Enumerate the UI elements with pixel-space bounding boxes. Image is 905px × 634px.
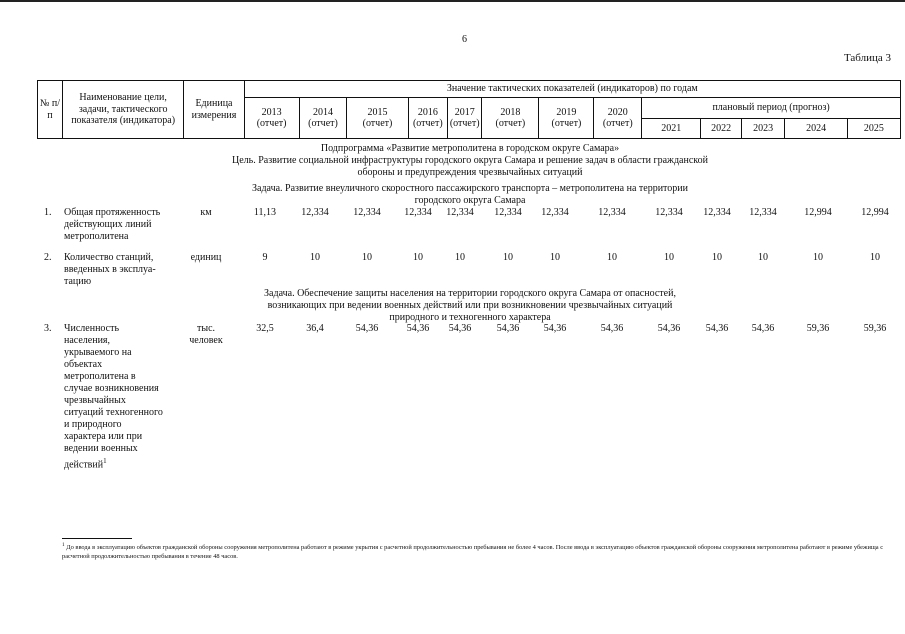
value-cell: 12,334 <box>353 207 381 218</box>
header-year-2020: 2020 (отчет) <box>594 98 642 139</box>
footnote-text: До ввода в эксплуатацию объектов гражданской обороны сооружения метрополитена работают в режиме укрытия с расчетной продолжительностью пребывания не более 4 часов. После ввода в эксплуатацию объектов гражданской обороны сооружения метрополитена работают в режиме убежища с расчетной продолжительностью пребывания в течение 48 часов. <box>62 544 884 561</box>
goal-line-2: обороны и предупреждения чрезвычайных ситуаций <box>357 167 583 178</box>
header-year-2016: 2016 (отчет) <box>408 98 447 139</box>
header-year-2018: 2018 (отчет) <box>482 98 539 139</box>
top-border <box>0 0 905 2</box>
value-cell: 10 <box>503 252 513 263</box>
header-name: Наименование цели, задачи, тактического показателя (индикатора) <box>62 81 183 139</box>
value-cell: 54,36 <box>705 323 729 334</box>
table-label: Таблица 3 <box>843 52 891 64</box>
value-cell: 10 <box>712 252 722 263</box>
page-number: 6 <box>462 34 467 45</box>
table-header <box>37 80 901 139</box>
task2-line-2: возникающих при ведении военных действий или при возникновении чрезвычайных ситуаций <box>267 300 673 311</box>
value-cell: 12,334 <box>655 207 683 218</box>
header-forecast: плановый период (прогноз) <box>642 98 901 118</box>
value-cell: 12,994 <box>861 207 889 218</box>
header-year-2015: 2015 (отчет) <box>347 98 408 139</box>
indicator-name-line: ведении военных <box>64 443 138 454</box>
indicator-name-line: Количество станций, <box>64 252 154 263</box>
indicator-name-line: метрополитена в <box>64 371 136 382</box>
indicator-name-line: действующих линий <box>64 219 152 230</box>
task1-line-2: городского округа Самара <box>414 195 526 206</box>
value-cell: 12,334 <box>749 207 777 218</box>
indicator-name-line: населения, <box>64 335 111 346</box>
footnote-mark: 1 <box>62 542 65 548</box>
value-cell: 10 <box>813 252 823 263</box>
value-cell: 12,334 <box>541 207 569 218</box>
value-cell: 59,36 <box>806 323 830 334</box>
indicator-name-line: введенных в эксплуа- <box>64 264 156 275</box>
value-cell: 59,36 <box>863 323 887 334</box>
indicator-name-line: характера или при <box>64 431 143 442</box>
indicator-name-line: и природного <box>64 419 122 430</box>
value-cell: 11,13 <box>253 207 277 218</box>
task1-line-1: Задача. Развитие внеуличного скоростного пассажирского транспорта – метрополитена на территории <box>252 183 688 194</box>
value-cell: 12,334 <box>494 207 522 218</box>
value-cell: 54,36 <box>496 323 520 334</box>
value-cell: 54,36 <box>406 323 430 334</box>
indicator-name <box>64 252 182 288</box>
indicator-name-line: укрываемого на <box>64 347 132 358</box>
row-number: 2. <box>44 252 52 263</box>
header-year-2017: 2017 (отчет) <box>448 98 482 139</box>
unit-line: человек <box>189 335 223 346</box>
unit <box>176 323 236 347</box>
value-cell: 10 <box>870 252 880 263</box>
value-cell: 54,36 <box>543 323 567 334</box>
unit <box>176 252 236 264</box>
indicator-name-line: Численность <box>64 323 120 334</box>
footnote-separator <box>62 538 132 539</box>
header-unit: Единица измерения <box>184 81 244 139</box>
indicator-name-line: случае возникновения <box>64 383 159 394</box>
indicator-name-line: объектах <box>64 359 103 370</box>
value-cell: 12,334 <box>301 207 329 218</box>
unit-line: км <box>200 207 212 218</box>
subprogram-title: Подпрограмма «Развитие метрополитена в городском округе Самара» <box>320 143 620 154</box>
value-cell: 10 <box>310 252 320 263</box>
header-year-2025: 2025 <box>847 118 900 138</box>
header-year-2022: 2022 <box>701 118 741 138</box>
header-year-2013: 2013 (отчет) <box>244 98 299 139</box>
header-year-2019: 2019 (отчет) <box>539 98 594 139</box>
row-number: 1. <box>44 207 52 218</box>
indicator-name <box>64 323 182 471</box>
goal-line-1: Цель. Развитие социальной инфраструктуры городского округа Самара и решение задач в области гражданской <box>232 155 708 166</box>
header-num: № п/п <box>38 81 63 139</box>
value-cell: 36,4 <box>306 323 324 334</box>
header-group: Значение тактических показателей (индикаторов) по годам <box>244 81 900 98</box>
value-cell: 10 <box>607 252 617 263</box>
unit-line: тыс. <box>196 323 216 334</box>
value-cell: 12,334 <box>598 207 626 218</box>
value-cell: 10 <box>455 252 465 263</box>
indicator-name <box>64 207 182 243</box>
value-cell: 54,36 <box>751 323 775 334</box>
task2-line-1: Задача. Обеспечение защиты населения на территории городского округа Самара от опасностей, <box>264 288 676 299</box>
value-cell: 54,36 <box>657 323 681 334</box>
value-cell: 12,334 <box>404 207 432 218</box>
value-cell: 32,5 <box>256 323 274 334</box>
header-year-2014: 2014 (отчет) <box>299 98 347 139</box>
indicator-name-line: тацию <box>64 276 92 287</box>
value-cell: 10 <box>413 252 423 263</box>
footnote <box>62 541 887 561</box>
value-cell: 10 <box>758 252 768 263</box>
value-cell: 12,994 <box>804 207 832 218</box>
value-cell: 54,36 <box>448 323 472 334</box>
header-year-2021: 2021 <box>642 118 701 138</box>
value-cell: 10 <box>550 252 560 263</box>
unit <box>176 207 236 219</box>
value-cell: 9 <box>262 252 268 263</box>
unit-line: единиц <box>190 252 222 263</box>
value-cell: 10 <box>664 252 674 263</box>
indicator-name-line: чрезвычайных <box>64 395 126 406</box>
indicator-name-line: ситуаций техногенного <box>64 407 163 418</box>
value-cell: 54,36 <box>355 323 379 334</box>
value-cell: 12,334 <box>703 207 731 218</box>
value-cell: 12,334 <box>446 207 474 218</box>
footnote-reference: 1 <box>103 457 107 465</box>
row-number: 3. <box>44 323 52 334</box>
header-year-2023: 2023 <box>741 118 785 138</box>
task2-line-3: природного и техногенного характера <box>389 312 551 323</box>
indicator-name-line: Общая протяженность <box>64 207 161 218</box>
indicator-name-line: метрополитена <box>64 231 129 242</box>
header-year-2024: 2024 <box>785 118 847 138</box>
value-cell: 10 <box>362 252 372 263</box>
indicator-name-line: действий$^1$ <box>64 457 107 471</box>
value-cell: 54,36 <box>600 323 624 334</box>
